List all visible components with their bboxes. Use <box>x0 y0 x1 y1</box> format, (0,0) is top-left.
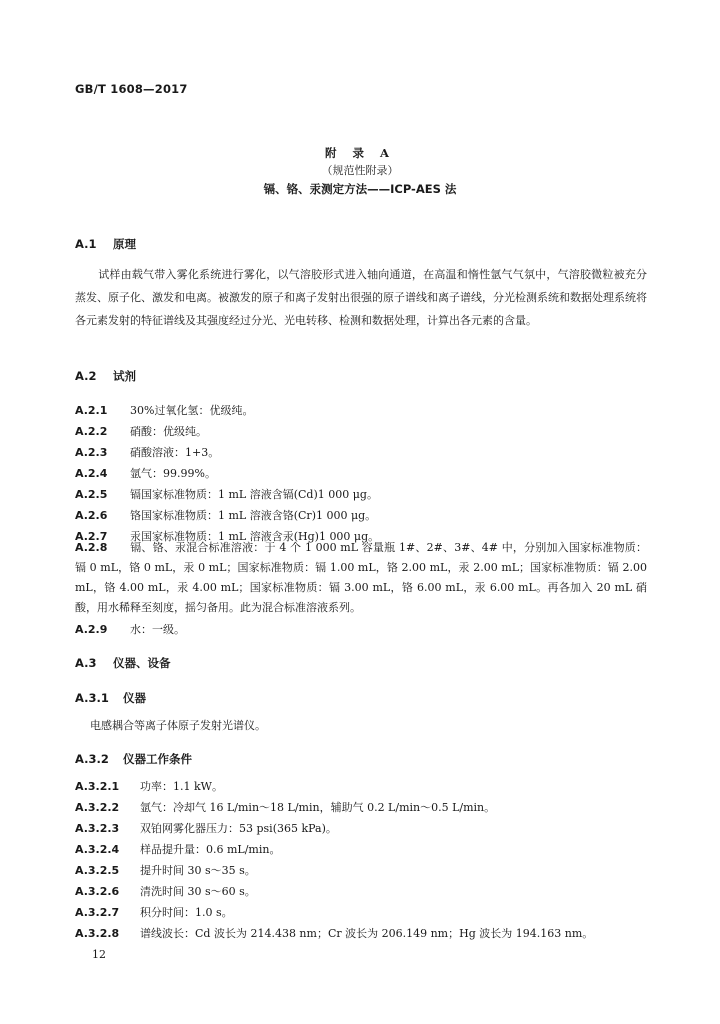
section-title: 试剂 <box>113 369 136 383</box>
item-text: 镉、铬、汞混合标准溶液：于 4 个 1 000 mL 容量瓶 1#、2#、3#、4# 中，分别加入国家标准物质：镉 0 mL，铬 0 mL，汞 0 mL；国家标准物质：镉 1.00 mL，铬 2.00 mL，汞 2.00 mL；国家标准物质：镉 2.00 mL，铬 4.00 mL，汞 4.00 mL；国家标准物质：镉 3.00 mL，铬 6.00 mL，汞 6.00 mL。再各加入 20 mL 硝酸，用水稀释至刻度，摇匀备用。此为混合标准溶液系列。 <box>75 541 647 614</box>
item-number: A.2.9 <box>75 623 108 636</box>
item-text: 氩气：99.99%。 <box>130 467 216 480</box>
item-number: A.2.5 <box>75 488 108 501</box>
reagent-item <box>75 443 647 463</box>
section-number: A.2 <box>75 369 97 383</box>
section-title: 仪器工作条件 <box>123 752 192 766</box>
item-number: A.3.2.3 <box>75 822 120 835</box>
condition-item <box>75 798 647 818</box>
item-text: 硝酸溶液：1+3。 <box>130 446 220 459</box>
reagent-item-mixed-standard <box>75 538 647 618</box>
condition-item <box>75 819 647 839</box>
section-heading-a2 <box>75 368 136 384</box>
principle-text: 试样由载气带入雾化系统进行雾化，以气溶胶形式进入轴向通道，在高温和惰性氩气气氛中，气溶胶微粒被充分蒸发、原子化、激发和电离。被激发的原子和离子发射出很强的原子谱线和离子谱线，分光检测系统和数据处理系统将各元素发射的特征谱线及其强度经过分光、光电转移、检测和数据处理，计算出各元素的含量。 <box>75 268 647 327</box>
page-number: 12 <box>92 948 106 961</box>
section-number: A.3.2 <box>75 752 109 766</box>
item-number: A.2.4 <box>75 467 108 480</box>
item-text: 积分时间：1.0 s。 <box>140 906 233 919</box>
section-title: 仪器、设备 <box>113 656 171 670</box>
item-number: A.3.2.6 <box>75 885 120 898</box>
item-text: 水：一级。 <box>130 623 185 636</box>
section-number: A.3.1 <box>75 691 109 705</box>
condition-item <box>75 777 647 797</box>
item-text: 硝酸：优级纯。 <box>130 425 207 438</box>
appendix-subtitle: （规范性附录） <box>321 164 399 177</box>
item-number: A.2.3 <box>75 446 108 459</box>
condition-item <box>75 924 647 944</box>
reagent-item <box>75 506 647 526</box>
item-text: 铬国家标准物质：1 mL 溶液含铬(Cr)1 000 μg。 <box>130 509 377 522</box>
standard-code: GB/T 1608—2017 <box>75 82 188 96</box>
item-text: 清洗时间 30 s～60 s。 <box>140 885 256 898</box>
section-title: 原理 <box>113 237 136 251</box>
item-text: 氩气：冷却气 16 L/min～18 L/min，辅助气 0.2 L/min～0.5 L/min。 <box>140 801 496 814</box>
reagent-item <box>75 422 647 442</box>
item-number: A.3.2.4 <box>75 843 120 856</box>
section-heading-a32 <box>75 751 192 767</box>
reagent-item <box>75 620 647 640</box>
item-text: 30%过氧化氢：优级纯。 <box>130 404 254 417</box>
item-number: A.2.6 <box>75 509 108 522</box>
appendix-heading: 镉、铬、汞测定方法——ICP-AES 法 <box>263 182 457 196</box>
section-title: 仪器 <box>123 691 146 705</box>
section-heading-a31 <box>75 690 146 706</box>
item-number: A.2.1 <box>75 404 108 417</box>
item-text: 双铂网雾化器压力：53 psi(365 kPa)。 <box>140 822 337 835</box>
item-number: A.3.2.7 <box>75 906 120 919</box>
appendix-title: 附 录 A <box>325 146 395 160</box>
section-heading-a1 <box>75 236 136 252</box>
item-number: A.3.2.8 <box>75 927 120 940</box>
section-number: A.1 <box>75 237 97 251</box>
instrument-description: 电感耦合等离子体原子发射光谱仪。 <box>90 719 266 732</box>
condition-item <box>75 840 647 860</box>
item-number: A.3.2.1 <box>75 780 120 793</box>
item-text: 样品提升量：0.6 mL/min。 <box>140 843 281 856</box>
reagent-item <box>75 401 647 421</box>
item-text: 汞国家标准物质：1 mL 溶液含汞(Hg)1 000 μg。 <box>130 530 380 543</box>
section-heading-a3 <box>75 655 171 671</box>
condition-item <box>75 882 647 902</box>
item-number: A.3.2.5 <box>75 864 120 877</box>
item-number: A.3.2.2 <box>75 801 120 814</box>
condition-item <box>75 903 647 923</box>
principle-paragraph <box>75 263 647 332</box>
condition-item <box>75 861 647 881</box>
item-text: 谱线波长：Cd 波长为 214.438 nm；Cr 波长为 206.149 nm；Hg 波长为 194.163 nm。 <box>140 927 594 940</box>
reagent-item <box>75 464 647 484</box>
section-number: A.3 <box>75 656 97 670</box>
item-number: A.2.7 <box>75 530 108 543</box>
item-number: A.2.2 <box>75 425 108 438</box>
item-text: 镉国家标准物质：1 mL 溶液含镉(Cd)1 000 μg。 <box>130 488 378 501</box>
item-number: A.2.8 <box>75 541 108 554</box>
reagent-item <box>75 485 647 505</box>
item-text: 功率：1.1 kW。 <box>140 780 223 793</box>
item-text: 提升时间 30 s～35 s。 <box>140 864 256 877</box>
